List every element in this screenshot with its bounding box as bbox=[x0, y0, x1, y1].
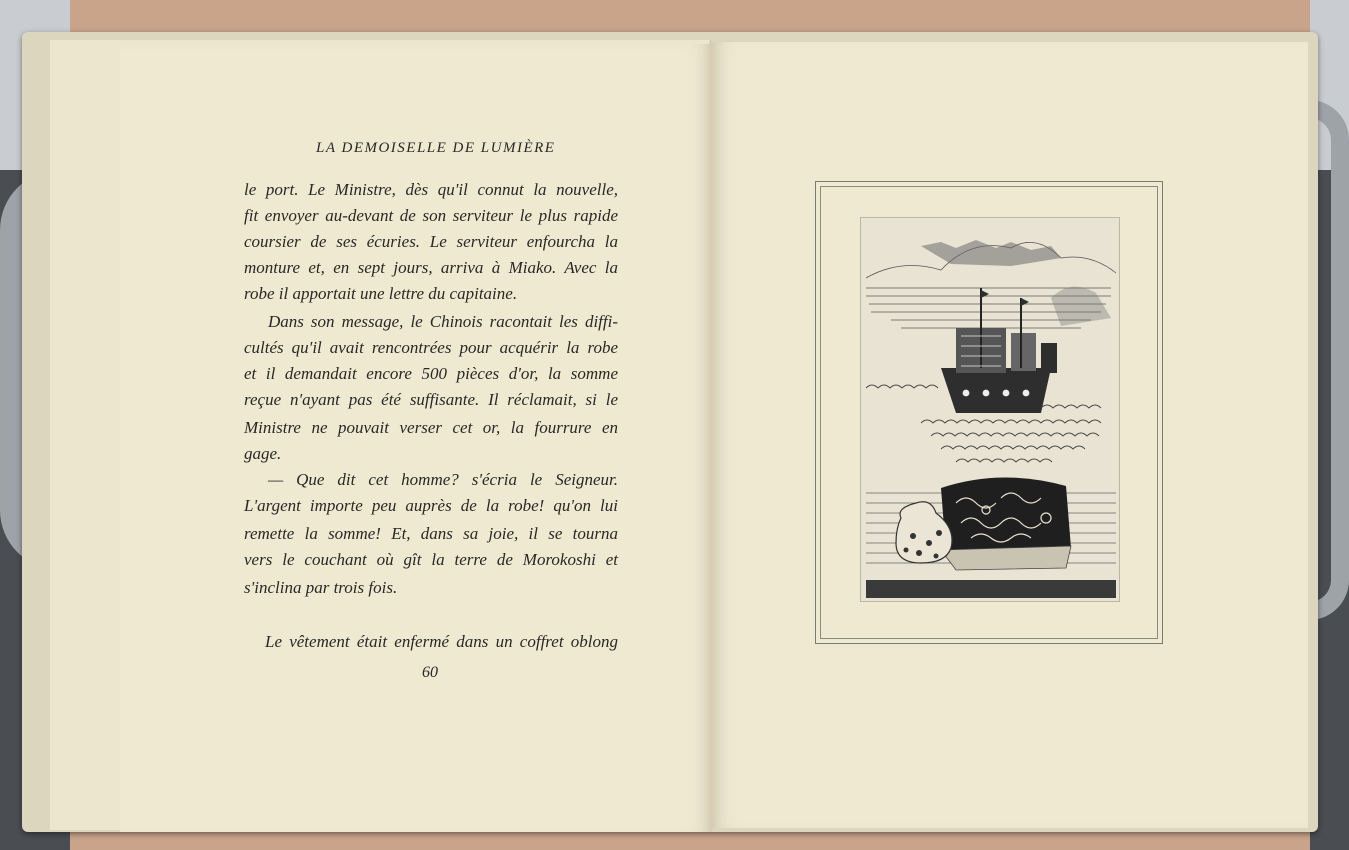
text-line: remette la somme! Et, dans sa joie, il se tourna bbox=[244, 524, 618, 543]
book-gutter bbox=[709, 42, 713, 830]
etching-ship-and-chest bbox=[860, 217, 1120, 602]
left-page bbox=[120, 44, 712, 832]
page-number: 60 bbox=[422, 664, 438, 681]
etching-illustration bbox=[861, 218, 1119, 601]
text-line: Ministre ne pouvait verser cet or, la fourrure en bbox=[244, 418, 618, 437]
text-line: s'inclina par trois fois. bbox=[244, 578, 398, 597]
text-line: vers le couchant où gît la terre de Morokoshi et bbox=[244, 550, 618, 569]
text-line: cultés qu'il avait rencontrées pour acquérir la robe bbox=[244, 338, 618, 357]
text-line: et il demandait encore 500 pièces d'or, la somme bbox=[244, 364, 618, 383]
text-line: L'argent importe peu auprès de la robe! qu'on lui bbox=[244, 496, 618, 515]
text-line: fit envoyer au-devant de son serviteur le plus rapide bbox=[244, 206, 618, 225]
text-line: reçue n'ayant pas été suffisante. Il réclamait, si le bbox=[244, 390, 618, 409]
text-line: gage. bbox=[244, 444, 282, 463]
text-line: monture et, en sept jours, arriva à Miako. Avec la bbox=[244, 258, 618, 277]
text-line: Le vêtement était enfermé dans un coffret oblong bbox=[265, 632, 618, 651]
text-line: robe il apportait une lettre du capitaine. bbox=[244, 284, 518, 303]
running-head: LA DEMOISELLE DE LUMIÈRE bbox=[316, 140, 556, 156]
text-line: Dans son message, le Chinois racontait les diffi- bbox=[268, 312, 618, 331]
text-line: — Que dit cet homme? s'écria le Seigneur. bbox=[268, 470, 618, 489]
text-line: coursier de ses écuries. Le serviteur enfourcha la bbox=[244, 232, 618, 251]
text-line: le port. Le Ministre, dès qu'il connut la nouvelle, bbox=[244, 180, 618, 199]
